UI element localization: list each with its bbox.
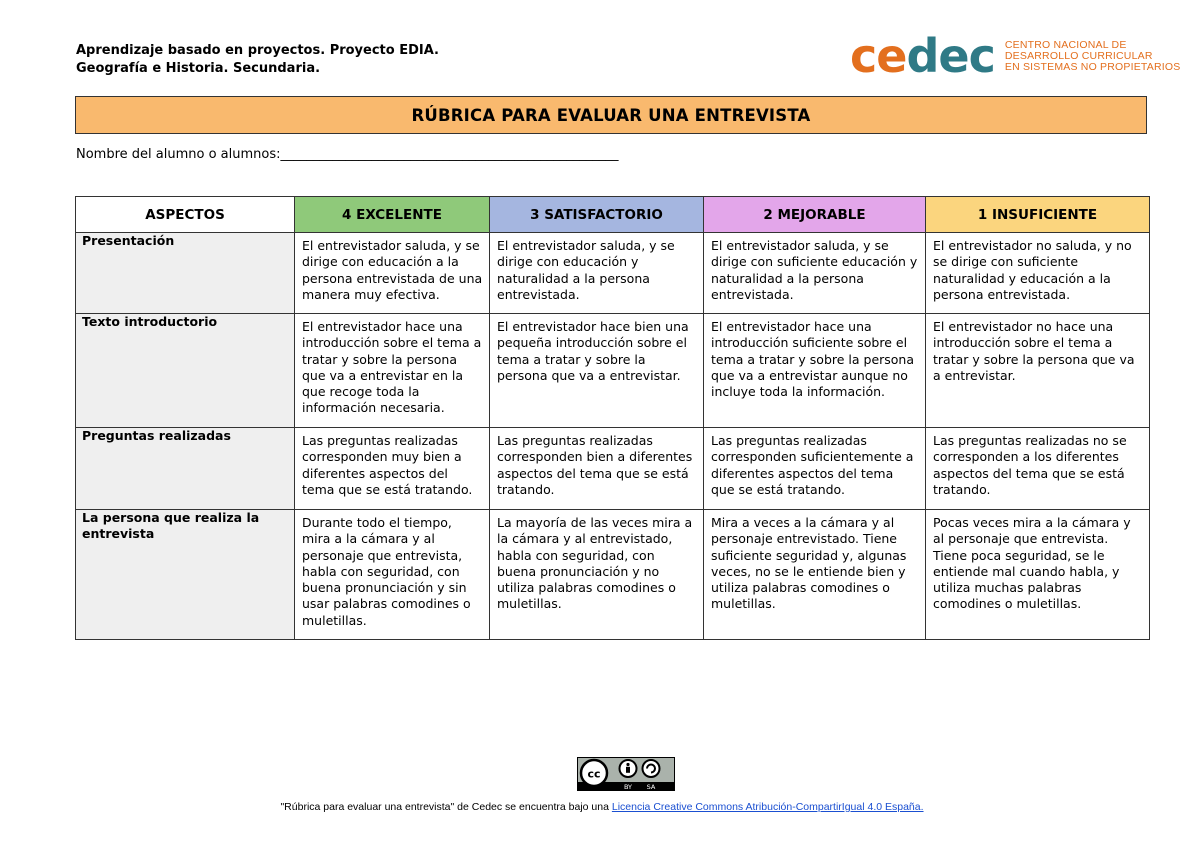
table-cell: Las preguntas realizadas corresponden bien a diferentes aspectos del tema que se está tratando. bbox=[490, 428, 704, 510]
rubric-title: RÚBRICA PARA EVALUAR UNA ENTREVISTA bbox=[75, 96, 1147, 134]
table-cell: Las preguntas realizadas no se corresponden a los diferentes aspectos del tema que se está tratando. bbox=[926, 428, 1150, 510]
table-cell: El entrevistador no hace una introducción sobre el tema a tratar y sobre la persona que va a entrevistar. bbox=[926, 314, 1150, 428]
table-cell: El entrevistador no saluda, y no se dirige con suficiente naturalidad y educación a la persona entrevistada. bbox=[926, 233, 1150, 314]
aspect-preguntas-realizadas: Preguntas realizadas bbox=[76, 428, 295, 510]
rubric-header-row bbox=[76, 197, 1150, 233]
header-aspectos: ASPECTOS bbox=[76, 197, 295, 233]
badge-by-label: BY bbox=[623, 783, 633, 791]
table-row bbox=[76, 510, 1150, 640]
header-line-project: Aprendizaje basado en proyectos. Proyecto EDIA. bbox=[76, 43, 439, 58]
table-row bbox=[76, 233, 1150, 314]
logo-word-part1: ce bbox=[850, 29, 907, 83]
logo-sub-line3: EN SISTEMAS NO PROPIETARIOS bbox=[1004, 60, 1181, 73]
table-cell: El entrevistador saluda, y se dirige con educación a la persona entrevistada de una manera muy efectiva. bbox=[295, 233, 490, 314]
cedec-logo bbox=[850, 28, 1180, 84]
table-cell: El entrevistador saluda, y se dirige con suficiente educación y naturalidad a la persona entrevistada. bbox=[704, 233, 926, 314]
sa-share-icon bbox=[643, 760, 660, 777]
aspect-texto-introductorio: Texto introductorio bbox=[76, 314, 295, 428]
license-link[interactable]: Licencia Creative Commons Atribución-CompartirIgual 4.0 España. bbox=[611, 801, 924, 813]
table-cell: El entrevistador hace una introducción sobre el tema a tratar y sobre la persona que va a entrevistar en la que recoge toda la información necesaria. bbox=[295, 314, 490, 428]
header-line-subject: Geografía e Historia. Secundaria. bbox=[76, 61, 321, 76]
table-row bbox=[76, 314, 1150, 428]
svg-text:cc: cc bbox=[587, 767, 601, 781]
table-cell: Pocas veces mira a la cámara y al personaje que entrevista. Tiene poca seguridad, se le entiende mal cuando habla, y utiliza muchas palabras comodines o muletillas. bbox=[926, 510, 1150, 640]
document-header bbox=[76, 42, 439, 78]
logo-word-part2: dec bbox=[906, 29, 995, 83]
header-satisfactorio: 3 SATISFACTORIO bbox=[490, 197, 704, 233]
student-name-line: Nombre del alumno o alumnos:____________________________________________________ bbox=[76, 147, 619, 162]
cedec-logo-word bbox=[850, 28, 995, 84]
header-excelente: 4 EXCELENTE bbox=[295, 197, 490, 233]
table-row bbox=[76, 428, 1150, 510]
table-cell: La mayoría de las veces mira a la cámara y al entrevistado, habla con seguridad, con buena pronunciación y no utiliza palabras comodines o muletillas. bbox=[490, 510, 704, 640]
header-insuficiente: 1 INSUFICIENTE bbox=[926, 197, 1150, 233]
table-cell: Durante todo el tiempo, mira a la cámara y al personaje que entrevista, habla con seguridad, con buena pronunciación y sin usar palabras comodines o muletillas. bbox=[295, 510, 490, 640]
table-cell: Las preguntas realizadas corresponden muy bien a diferentes aspectos del tema que se está tratando. bbox=[295, 428, 490, 510]
logo-sub-line1: CENTRO NACIONAL DE bbox=[1004, 38, 1127, 51]
footer-text: "Rúbrica para evaluar una entrevista" de Cedec se encuentra bajo una bbox=[280, 801, 612, 813]
header-mejorable: 2 MEJORABLE bbox=[704, 197, 926, 233]
creative-commons-by-sa-icon bbox=[577, 757, 675, 791]
rubric-table bbox=[75, 196, 1150, 640]
table-cell: El entrevistador hace una introducción suficiente sobre el tema a tratar y sobre la persona que va a entrevistar aunque no incluye toda la información. bbox=[704, 314, 926, 428]
license-footer bbox=[0, 801, 1204, 813]
cedec-logo-subtitle bbox=[1005, 40, 1181, 73]
table-cell: El entrevistador saluda, y se dirige con educación y naturalidad a la persona entrevistada. bbox=[490, 233, 704, 314]
logo-sub-line2: DESARROLLO CURRICULAR bbox=[1004, 49, 1153, 62]
table-cell: El entrevistador hace bien una pequeña introducción sobre el tema a tratar y sobre la persona que va a entrevistar. bbox=[490, 314, 704, 428]
table-cell: Las preguntas realizadas corresponden suficientemente a diferentes aspectos del tema que se está tratando. bbox=[704, 428, 926, 510]
table-cell: Mira a veces a la cámara y al personaje entrevistado. Tiene suficiente seguridad y, algunas veces, no se le entiende bien y utiliza palabras comodines o muletillas. bbox=[704, 510, 926, 640]
badge-sa-label: SA bbox=[646, 783, 656, 791]
aspect-presentacion: Presentación bbox=[76, 233, 295, 314]
aspect-persona-entrevista: La persona que realiza la entrevista bbox=[76, 510, 295, 640]
